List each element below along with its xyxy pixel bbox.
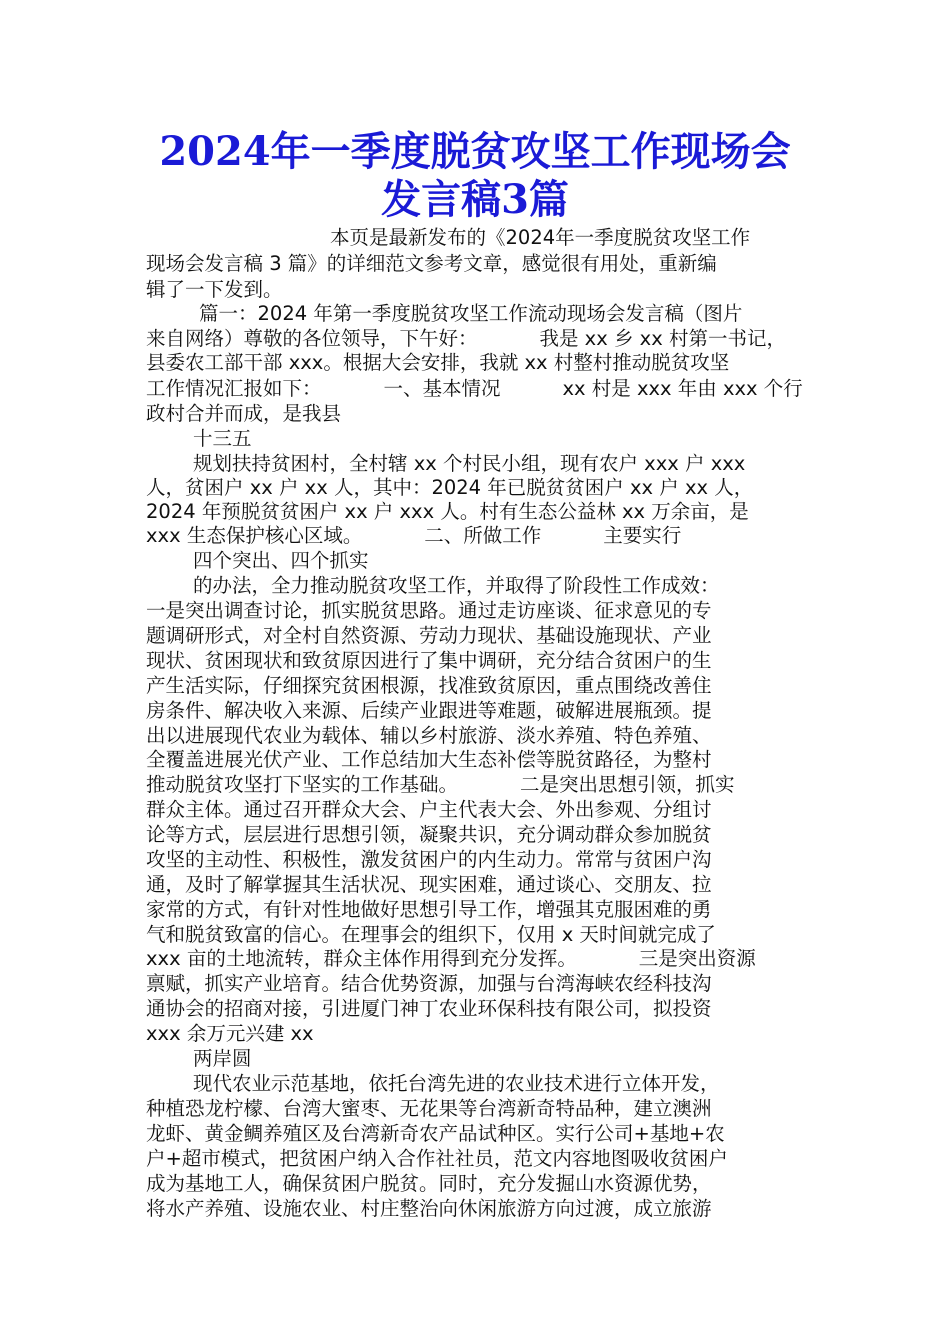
body-line: 家常的方式，有针对性地做好思想引导工作，增强其克服困难的勇 [146,898,712,921]
body-line: 一是突出调查讨论，抓实脱贫思路。通过走访座谈、征求意见的专 [146,599,712,622]
body-line: 篇一：2024 年第一季度脱贫攻坚工作流动现场会发言稿（图片 [199,302,743,325]
body-line: 人，贫困户 xx 户 xx 人，其中：2024 年已脱贫贫困户 xx 户 xx 人， [146,476,754,499]
body-line: 辑了一下发到。 [146,278,283,301]
body-line: 房条件、解决收入来源、后续产业跟进等难题，破解进展瓶颈。提 [146,699,712,722]
body-line: 攻坚的主动性、积极性，激发贫困户的内生动力。常常与贫困户沟 [146,848,712,871]
document-title-line-1: 2024年一季度脱贫攻坚工作现场会 [159,128,791,175]
body-line: 种植恐龙柠檬、台湾大蜜枣、无花果等台湾新奇特品种，建立澳洲 [146,1097,712,1120]
body-line: 的办法，全力推动脱贫攻坚工作，并取得了阶段性工作成效： [193,574,720,597]
body-line: 论等方式，层层进行思想引领，凝聚共识，充分调动群众参加脱贫 [146,823,712,846]
body-line: 通协会的招商对接，引进厦门神丁农业环保科技有限公司，拟投资 [146,997,712,1020]
body-line: 规划扶持贫困村，全村辖 xx 个村民小组，现有农户 xxx 户 xxx [193,452,746,475]
body-line: 来自网络）尊敬的各位领导，下午好： 我是 xx 乡 xx 村第一书记， [146,327,786,350]
body-line: xxx 亩的土地流转，群众主体作用得到充分发挥。 三是突出资源 [146,947,756,970]
body-line: 工作情况汇报如下： 一、基本情况 xx 村是 xxx 年由 xxx 个行 [146,377,803,400]
body-line: 成为基地工人，确保贫困户脱贫。同时，充分发掘山水资源优势， [146,1172,712,1195]
body-line: 政村合并而成，是我县 [146,402,342,425]
body-line: 推动脱贫攻坚打下坚实的工作基础。 二是突出思想引领，抓实 [146,773,735,796]
body-line: 两岸圆 [193,1047,252,1070]
body-line: 现代农业示范基地，依托台湾先进的农业技术进行立体开发， [193,1072,720,1095]
body-line: 全覆盖进展光伏产业、工作总结加大生态补偿等脱贫路径，为整村 [146,748,712,771]
body-line: 本页是最新发布的《2024年一季度脱贫攻坚工作 [330,226,751,249]
body-line: 县委农工部干部 xxx。根据大会安排，我就 xx 村整村推动脱贫攻坚 [146,351,730,374]
body-line: 龙虾、黄金鲷养殖区及台湾新奇农产品试种区。实行公司+基地+农 [146,1122,725,1145]
body-line: 现状、贫困现状和致贫原因进行了集中调研，充分结合贫困户的生 [146,649,712,672]
document-title-line-2: 发言稿3篇 [381,176,569,223]
body-line: 群众主体。通过召开群众大会、户主代表大会、外出参观、分组讨 [146,798,712,821]
body-line: 将水产养殖、设施农业、村庄整治向休闲旅游方向过渡，成立旅游 [146,1197,712,1220]
body-line: 题调研形式，对全村自然资源、劳动力现状、基础设施现状、产业 [146,624,712,647]
body-line: 现场会发言稿 3 篇》的详细范文参考文章，感觉很有用处，重新编 [146,252,717,275]
body-line: 气和脱贫致富的信心。在理事会的组织下，仅用 x 天时间就完成了 [146,923,716,946]
body-line: 2024 年预脱贫贫困户 xx 户 xxx 人。村有生态公益林 xx 万余亩，是 [146,500,749,523]
body-line: 出以进展现代农业为载体、辅以乡村旅游、淡水养殖、特色养殖、 [146,724,712,747]
body-line: 通，及时了解掌握其生活状况、现实困难，通过谈心、交朋友、拉 [146,873,712,896]
body-line: 产生活实际，仔细探究贫困根源，找准致贫原因，重点围绕改善住 [146,674,712,697]
body-line: 户+超市模式，把贫困户纳入合作社社员，范文内容地图吸收贫困户 [146,1147,728,1170]
body-line: 四个突出、四个抓实 [193,549,369,572]
body-line: xxx 余万元兴建 xx [146,1022,314,1045]
body-line: xxx 生态保护核心区域。 二、所做工作 主要实行 [146,524,682,547]
body-line: 禀赋，抓实产业培育。结合优势资源，加强与台湾海峡农经科技沟 [146,972,712,995]
body-line: 十三五 [193,427,252,450]
